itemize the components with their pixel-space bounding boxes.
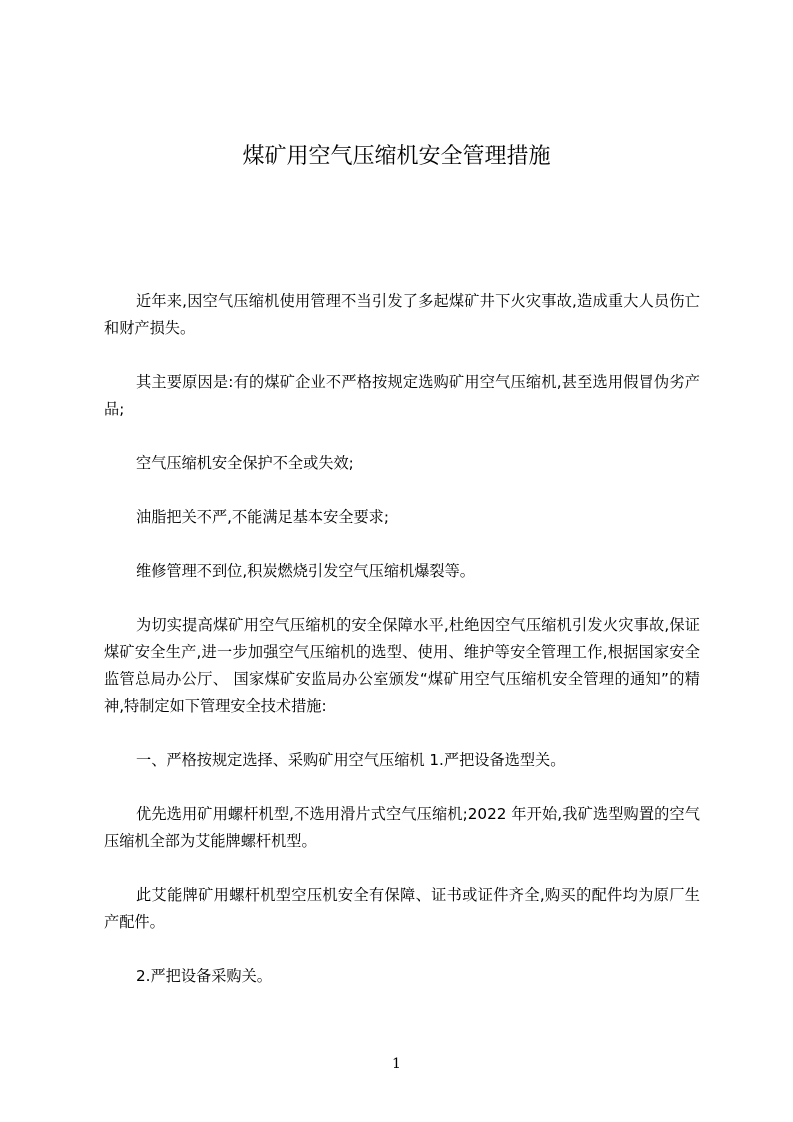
paragraph-protection-failure: 空气压缩机安全保护不全或失效; bbox=[136, 454, 354, 472]
paragraph-maintenance: 维修管理不到位,积炭燃烧引发空气压缩机爆裂等。 bbox=[136, 562, 475, 580]
paragraph-grease-control: 油脂把关不严,不能满足基本安全要求; bbox=[136, 508, 389, 526]
paragraph-accident-background: 近年来,因空气压缩机使用管理不当引发了多起煤矿井下火灾事故,造成重大人员伤亡和财产损失。 bbox=[104, 292, 700, 337]
document-title: 煤矿用空气压缩机安全管理措施 bbox=[242, 144, 551, 169]
section-heading-procurement: 2.严把设备采购关。 bbox=[136, 967, 272, 985]
paragraph-purpose: 为切实提高煤矿用空气压缩机的安全保障水平,杜绝因空气压缩机引发火灾事故,保证煤矿安全生产,进一步加强空气压缩机的选型、使用、维护等安全管理工作,根据国家安全监管总局办公厅、 国家煤矿安监局办公室颁发“煤矿用空气压缩机安全管理的通知”的精神,特制定如下管理安全技术措施: bbox=[104, 616, 700, 715]
page-number: 1 bbox=[392, 1056, 401, 1072]
paragraph-screw-model: 优先选用矿用螺杆机型,不选用滑片式空气压缩机;2022 年开始,我矿选型购置的空气压缩机全部为艾能牌螺杆机型。 bbox=[104, 805, 700, 850]
section-heading-selection: 一、严格按规定选择、采购矿用空气压缩机 1.严把设备选型关。 bbox=[136, 751, 566, 769]
paragraph-main-cause: 其主要原因是:有的煤矿企业不严格按规定选购矿用空气压缩机,甚至选用假冒伪劣产品; bbox=[104, 373, 700, 418]
document-body bbox=[104, 288, 700, 1017]
paragraph-safety-certificates: 此艾能牌矿用螺杆机型空压机安全有保障、证书或证件齐全,购买的配件均为原厂生产配件。 bbox=[104, 886, 700, 931]
